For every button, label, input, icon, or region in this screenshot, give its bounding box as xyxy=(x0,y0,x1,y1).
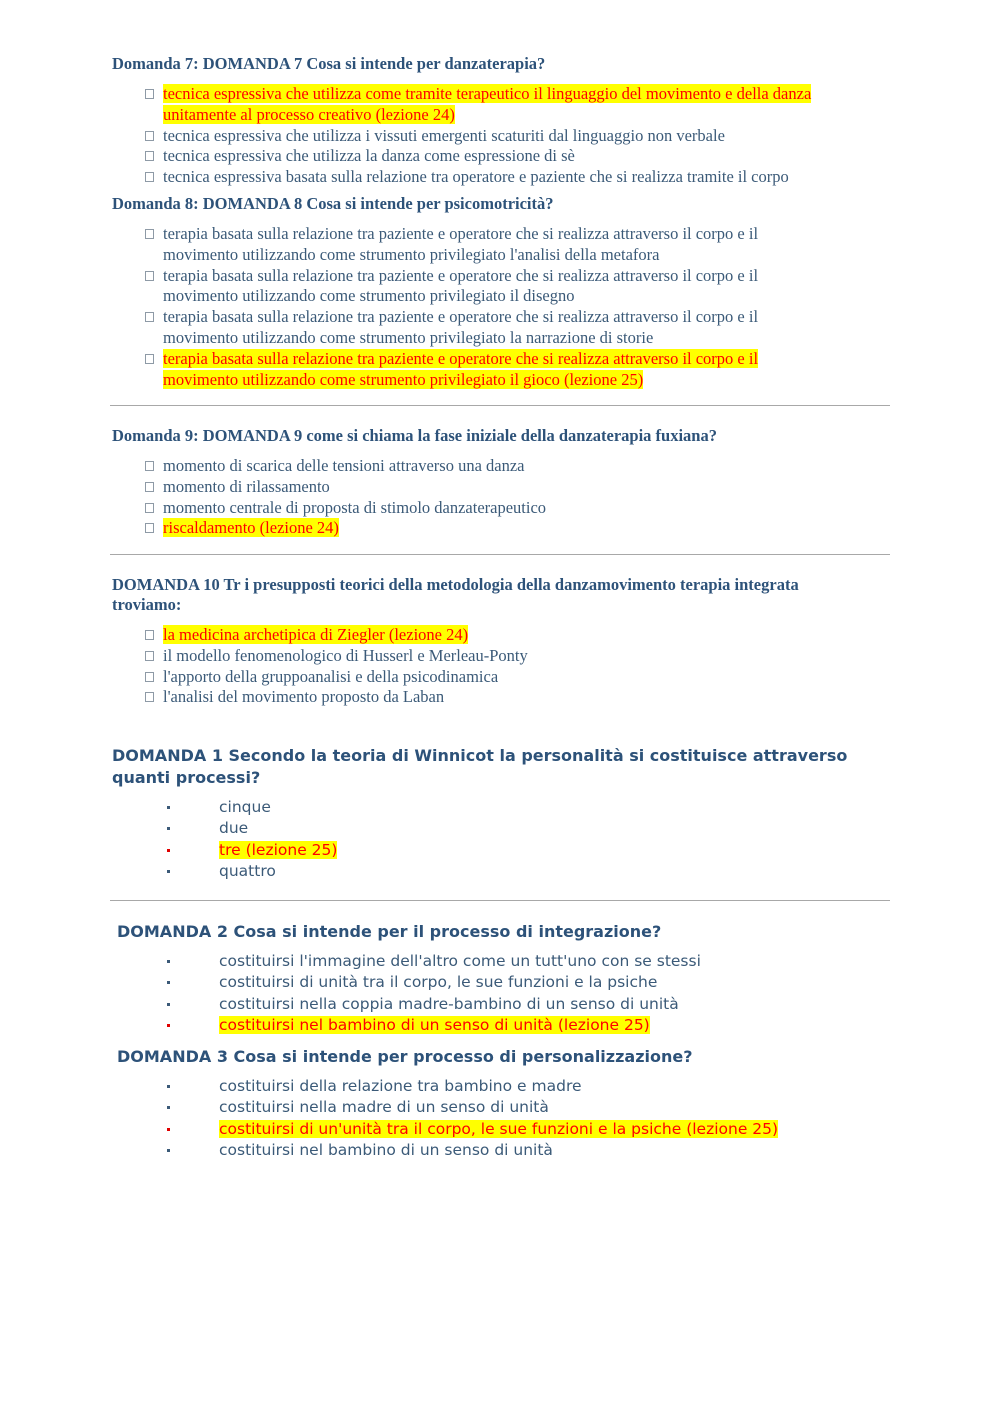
checkbox-icon xyxy=(145,503,154,513)
answer-option: momento di rilassamento xyxy=(112,477,892,498)
checkbox-icon xyxy=(145,461,154,471)
answer-option: quattro xyxy=(112,861,892,882)
checkbox-icon xyxy=(145,131,154,141)
answer-option: costituirsi della relazione tra bambino e madre xyxy=(112,1076,897,1097)
answer-option: terapia basata sulla relazione tra paziente e operatore che si realizza attraverso il corpo e il movimento utilizzando come strumento privilegiato l'analisi della metafora xyxy=(112,224,892,266)
answer-option: tecnica espressiva basata sulla relazione tra operatore e paziente che si realizza tramite il corpo xyxy=(112,167,892,188)
answer-option-correct: riscaldamento (lezione 24) xyxy=(112,518,892,539)
checkbox-icon xyxy=(145,312,154,322)
answer-option: costituirsi nella madre di un senso di unità xyxy=(112,1097,897,1118)
question-title: DOMANDA 10 Tr i presupposti teorici della metodologia della danzamovimento terapia integrata troviamo: xyxy=(112,575,799,614)
checkbox-icon xyxy=(145,630,154,640)
question-3 xyxy=(117,1046,897,1162)
question-2 xyxy=(117,921,897,1037)
answer-option: l'apporto della gruppoanalisi e della psicodinamica xyxy=(112,667,892,688)
bullet-icon xyxy=(167,1149,170,1152)
answer-option: due xyxy=(112,818,892,839)
answer-option-correct: costituirsi di un'unità tra il corpo, le sue funzioni e la psiche (lezione 25) xyxy=(112,1119,897,1140)
answer-option: tecnica espressiva che utilizza i vissuti emergenti scaturiti dal linguaggio non verbale xyxy=(112,126,892,147)
answer-option-correct: la medicina archetipica di Ziegler (lezione 24) xyxy=(112,625,892,646)
checkbox-icon xyxy=(145,89,154,99)
checkbox-icon xyxy=(145,151,154,161)
checkbox-icon xyxy=(145,229,154,239)
answer-option-correct: terapia basata sulla relazione tra paziente e operatore che si realizza attraverso il corpo e il movimento utilizzando come strumento privilegiato il gioco (lezione 25) xyxy=(112,349,892,391)
bullet-icon xyxy=(167,1106,170,1109)
answer-option: terapia basata sulla relazione tra paziente e operatore che si realizza attraverso il corpo e il movimento utilizzando come strumento privilegiato il disegno xyxy=(112,266,892,308)
divider xyxy=(110,554,890,555)
bullet-icon xyxy=(167,1003,170,1006)
answer-option: momento di scarica delle tensioni attraverso una danza xyxy=(112,456,892,477)
checkbox-icon xyxy=(145,172,154,182)
answer-option: l'analisi del movimento proposto da Laban xyxy=(112,687,892,708)
bullet-icon xyxy=(167,806,170,809)
bullet-icon xyxy=(167,827,170,830)
question-title: DOMANDA 1 Secondo la teoria di Winnicot la personalità si costituisce attraverso quanti processi? xyxy=(112,746,848,787)
question-7 xyxy=(112,54,892,188)
answer-option-correct: tre (lezione 25) xyxy=(112,840,892,861)
divider xyxy=(110,405,890,406)
checkbox-icon xyxy=(145,692,154,702)
bullet-icon xyxy=(167,1024,170,1027)
bullet-icon xyxy=(167,849,170,852)
bullet-icon xyxy=(167,981,170,984)
bullet-icon xyxy=(167,1128,170,1131)
question-9 xyxy=(112,426,892,539)
question-title: DOMANDA 3 Cosa si intende per processo di personalizzazione? xyxy=(117,1047,693,1066)
checkbox-icon xyxy=(145,651,154,661)
question-title: Domanda 8: DOMANDA 8 Cosa si intende per psicomotricità? xyxy=(112,194,554,213)
answer-option: momento centrale di proposta di stimolo danzaterapeutico xyxy=(112,498,892,519)
answer-option-correct: costituirsi nel bambino di un senso di unità (lezione 25) xyxy=(112,1015,897,1036)
question-title: Domanda 9: DOMANDA 9 come si chiama la fase iniziale della danzaterapia fuxiana? xyxy=(112,426,717,445)
checkbox-icon xyxy=(145,482,154,492)
answer-option: costituirsi l'immagine dell'altro come un tutt'uno con se stessi xyxy=(112,951,897,972)
checkbox-icon xyxy=(145,523,154,533)
checkbox-icon xyxy=(145,354,154,364)
answer-option: tecnica espressiva che utilizza la danza come espressione di sè xyxy=(112,146,892,167)
answer-option: cinque xyxy=(112,797,892,818)
question-10 xyxy=(112,575,892,708)
answer-option: costituirsi nel bambino di un senso di unità xyxy=(112,1140,897,1161)
answer-option: terapia basata sulla relazione tra paziente e operatore che si realizza attraverso il corpo e il movimento utilizzando come strumento privilegiato la narrazione di storie xyxy=(112,307,892,349)
question-title: Domanda 7: DOMANDA 7 Cosa si intende per danzaterapia? xyxy=(112,54,546,73)
question-title: DOMANDA 2 Cosa si intende per il processo di integrazione? xyxy=(117,922,662,941)
bullet-icon xyxy=(167,870,170,873)
checkbox-icon xyxy=(145,271,154,281)
answer-option: costituirsi di unità tra il corpo, le sue funzioni e la psiche xyxy=(112,972,897,993)
answer-option: costituirsi nella coppia madre-bambino di un senso di unità xyxy=(112,994,897,1015)
answer-option: il modello fenomenologico di Husserl e Merleau-Ponty xyxy=(112,646,892,667)
checkbox-icon xyxy=(145,672,154,682)
bullet-icon xyxy=(167,960,170,963)
question-8 xyxy=(112,194,892,390)
answer-option-correct: tecnica espressiva che utilizza come tramite terapeutico il linguaggio del movimento e della danza unitamente al processo creativo (lezione 24) xyxy=(112,84,892,126)
question-1 xyxy=(112,745,892,883)
bullet-icon xyxy=(167,1085,170,1088)
divider xyxy=(110,900,890,901)
